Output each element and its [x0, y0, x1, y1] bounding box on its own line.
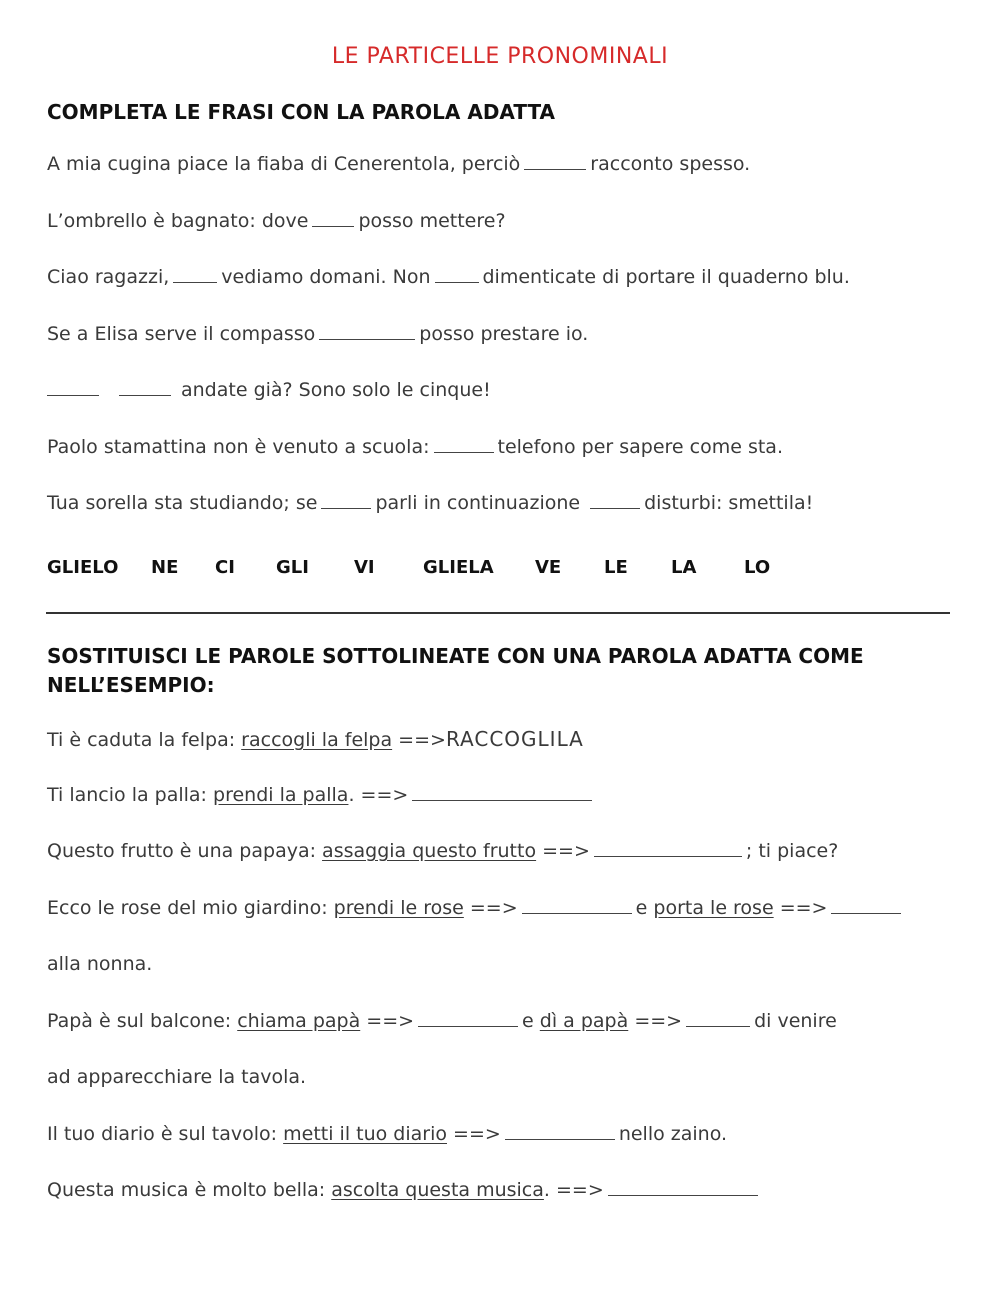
sentence-text: L’ombrello è bagnato: dove: [47, 210, 309, 232]
sentence-text: disturbi: smettila!: [644, 492, 814, 514]
word-bank-item: VE: [535, 557, 562, 578]
word-bank-item: LA: [671, 557, 697, 578]
underlined-phrase: prendi le rose: [333, 897, 464, 919]
sentence-7: [47, 492, 813, 514]
answer-blank[interactable]: [522, 897, 632, 914]
word-bank-item: VI: [354, 557, 375, 578]
exercise-text: Questo frutto è una papaya:: [47, 840, 316, 862]
sentence-text: Ciao ragazzi,: [47, 266, 170, 288]
sentence-text: Se a Elisa serve il compasso: [47, 323, 316, 345]
answer-blank[interactable]: [435, 266, 479, 283]
underlined-phrase: assaggia questo frutto: [322, 840, 537, 862]
word-bank-item: NE: [151, 557, 179, 578]
exercise-text: Il tuo diario è sul tavolo:: [47, 1123, 278, 1145]
underlined-phrase: prendi la palla: [213, 784, 349, 806]
word-bank-item: LE: [604, 557, 628, 578]
answer-blank[interactable]: [319, 323, 415, 340]
arrow: ==>: [542, 840, 590, 862]
exercise-example: [47, 727, 584, 751]
section1-heading: COMPLETA LE FRASI CON LA PAROLA ADATTA: [47, 100, 556, 124]
section-divider: [46, 612, 950, 614]
sentence-3: [47, 266, 850, 288]
exercise-text: Ti lancio la palla:: [47, 784, 207, 806]
sentence-text: parli in continuazione: [375, 492, 581, 514]
exercise-5: [47, 1123, 727, 1145]
answer-blank[interactable]: [434, 436, 494, 453]
underlined-phrase: porta le rose: [653, 897, 774, 919]
exercise-text: di venire: [754, 1010, 837, 1032]
answer-blank[interactable]: [418, 1010, 518, 1027]
answer-blank[interactable]: [831, 897, 901, 914]
section2-heading: SOSTITUISCI LE PAROLE SOTTOLINEATE CON UNA PAROLA ADATTA COME NELL’ESEMPIO:: [47, 644, 864, 697]
sentence-text: telefono per sapere come sta.: [497, 436, 783, 458]
exercise-4-continued: ad apparecchiare la tavola.: [47, 1066, 307, 1088]
word-bank-item: GLI: [276, 557, 309, 578]
underlined-phrase: ascolta questa musica: [331, 1179, 544, 1201]
answer-blank[interactable]: [505, 1123, 615, 1140]
sentence-text: Paolo stamattina non è venuto a scuola:: [47, 436, 430, 458]
sentence-text: Tua sorella sta studiando; se: [47, 492, 318, 514]
exercise-2: [47, 840, 838, 862]
sentence-text: andate già? Sono solo le cinque!: [181, 379, 491, 401]
underlined-phrase: chiama papà: [237, 1010, 361, 1032]
exercise-3: [47, 897, 905, 919]
arrow: ==>: [779, 897, 828, 919]
answer-blank[interactable]: [686, 1010, 750, 1027]
answer-blank[interactable]: [47, 379, 99, 396]
word-bank-item: LO: [744, 557, 771, 578]
sentence-text: A mia cugina piace la fiaba di Cenerentola, perciò: [47, 153, 521, 175]
word-bank-item: GLIELA: [423, 557, 494, 578]
answer-blank[interactable]: [173, 266, 217, 283]
sentence-text: vediamo domani. Non: [221, 266, 431, 288]
exercise-text: ; ti piace?: [745, 840, 839, 862]
answer-blank[interactable]: [119, 379, 171, 396]
example-answer: RACCOGLILA: [445, 727, 584, 751]
answer-blank[interactable]: [594, 840, 742, 857]
word-bank-item: GLIELO: [47, 557, 119, 578]
underlined-phrase: metti il tuo diario: [283, 1123, 447, 1145]
answer-blank[interactable]: [608, 1179, 758, 1196]
word-bank-item: CI: [215, 557, 235, 578]
sentence-text: posso prestare io.: [419, 323, 589, 345]
arrow: ==>: [366, 1010, 415, 1032]
exercise-4: [47, 1010, 837, 1032]
exercise-text: e: [635, 897, 648, 919]
sentence-text: racconto spesso.: [590, 153, 751, 175]
sentence-text: posso mettere?: [358, 210, 506, 232]
arrow: ==>: [634, 1010, 683, 1032]
underlined-phrase: dì a papà: [539, 1010, 629, 1032]
sentence-1: [47, 153, 750, 175]
sentence-4: [47, 323, 588, 345]
page-title: LE PARTICELLE PRONOMINALI: [331, 44, 669, 69]
arrow: . ==>: [348, 784, 409, 806]
answer-blank[interactable]: [312, 210, 354, 227]
exercise-text: Papà è sul balcone:: [47, 1010, 232, 1032]
arrow: ==>: [469, 897, 518, 919]
exercise-text: Questa musica è molto bella:: [47, 1179, 326, 1201]
answer-blank[interactable]: [524, 153, 586, 170]
exercise-text: Ecco le rose del mio giardino:: [47, 897, 328, 919]
exercise-text: nello zaino.: [618, 1123, 728, 1145]
underlined-phrase: raccogli la felpa: [241, 729, 393, 751]
exercise-3-continued: alla nonna.: [47, 953, 153, 975]
exercise-1: [47, 784, 596, 806]
sentence-5: [47, 379, 491, 401]
arrow: ==>: [453, 1123, 501, 1145]
arrow: ==>: [398, 729, 446, 751]
exercise-6: [47, 1179, 762, 1201]
answer-blank[interactable]: [412, 784, 592, 801]
exercise-text: Ti è caduta la felpa:: [47, 729, 236, 751]
arrow: . ==>: [543, 1179, 604, 1201]
answer-blank[interactable]: [590, 492, 640, 509]
answer-blank[interactable]: [321, 492, 371, 509]
sentence-2: [47, 210, 506, 232]
sentence-text: dimenticate di portare il quaderno blu.: [482, 266, 850, 288]
exercise-text: e: [522, 1010, 534, 1032]
sentence-6: [47, 436, 783, 458]
